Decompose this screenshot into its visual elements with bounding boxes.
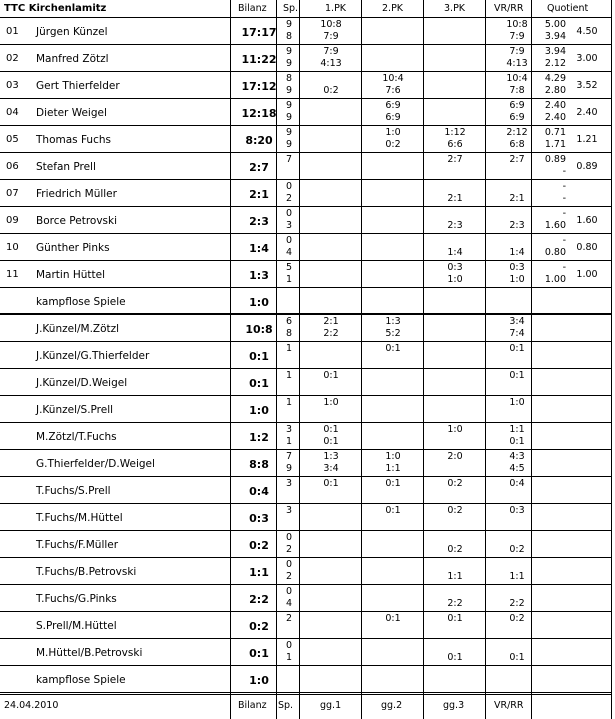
- table-row: [0, 531, 612, 558]
- row-divider: [0, 313, 612, 315]
- pk3-value-second: 1:0: [447, 274, 463, 285]
- pk3-value-first: 0:2: [447, 478, 463, 489]
- vr-value-second: 0:1: [509, 652, 525, 663]
- table-header: [0, 0, 615, 17]
- pk2-value-first: 0:1: [385, 613, 401, 624]
- games-played-first: 0: [285, 235, 293, 246]
- column-divider: [361, 0, 362, 719]
- table-row: [0, 126, 612, 153]
- player-name: T.Fuchs/S.Prell: [36, 485, 111, 497]
- pk3-value-second: 0:1: [447, 652, 463, 663]
- table-row: [0, 666, 612, 693]
- games-played-second: 8: [285, 31, 293, 42]
- games-played-second: 9: [285, 85, 293, 96]
- row-divider: [0, 125, 612, 126]
- quotient-first: -: [562, 208, 566, 219]
- games-played-first: 9: [285, 127, 293, 138]
- pk2-value-second: 5:2: [385, 328, 401, 339]
- row-divider: [0, 692, 612, 693]
- balance-value: 17:17: [241, 26, 277, 39]
- vr-value-second: 0:1: [509, 436, 525, 447]
- games-played-second: 1: [285, 436, 293, 447]
- row-divider: [0, 584, 612, 585]
- footer-gg3: gg.3: [443, 700, 465, 711]
- games-played-first: 3: [285, 505, 293, 516]
- games-played-first: 3: [285, 424, 293, 435]
- pk3-value-first: 1:12: [444, 127, 466, 138]
- games-played-first: 9: [285, 100, 293, 111]
- games-played-first: 7: [285, 154, 293, 165]
- footer-gg1: gg.1: [320, 700, 342, 711]
- quotient-total: 3.00: [576, 53, 598, 64]
- pk2-value-second: 6:9: [385, 112, 401, 123]
- balance-value: 0:3: [249, 512, 269, 525]
- player-name: kampflose Spiele: [36, 296, 126, 308]
- pk1-value-first: 1:0: [323, 397, 339, 408]
- pk3-value-first: 0:2: [447, 505, 463, 516]
- column-divider: [611, 0, 612, 719]
- games-played-first: 2: [285, 613, 293, 624]
- games-played-second: 4: [285, 247, 293, 258]
- balance-value: 1:0: [249, 296, 269, 309]
- player-number: 06: [6, 161, 19, 172]
- row-divider: [0, 152, 612, 153]
- player-number: 09: [6, 215, 19, 226]
- quotient-second: 0.80: [544, 247, 566, 258]
- player-name: Manfred Zötzl: [36, 53, 109, 65]
- pk3-value-second: 0:2: [447, 544, 463, 555]
- row-divider: [0, 98, 612, 99]
- balance-value: 0:2: [249, 620, 269, 633]
- player-number: 10: [6, 242, 19, 253]
- table-row: [0, 585, 612, 612]
- pk1-value-second: 0:1: [323, 436, 339, 447]
- row-divider: [0, 694, 612, 695]
- games-played-second: 1: [285, 652, 293, 663]
- row-divider: [0, 530, 612, 531]
- header-sp: Sp.: [283, 3, 299, 14]
- games-played-second: 2: [285, 544, 293, 555]
- vr-value-second: 6:8: [509, 139, 525, 150]
- row-divider: [0, 233, 612, 234]
- pk1-value-second: 0:2: [323, 85, 339, 96]
- games-played-second: 1: [285, 274, 293, 285]
- player-name: J.Künzel/M.Zötzl: [36, 323, 120, 335]
- header-pk1: 1.PK: [325, 3, 347, 14]
- games-played-first: 7: [285, 451, 293, 462]
- table-row: [0, 639, 612, 666]
- row-divider: [0, 341, 612, 342]
- vr-value-second: 4:5: [509, 463, 525, 474]
- quotient-second: -: [562, 166, 566, 177]
- vr-value-first: 0:3: [509, 505, 525, 516]
- quotient-second: 1.60: [544, 220, 566, 231]
- quotient-first: 3.94: [544, 46, 566, 57]
- quotient-total: 1.00: [576, 269, 598, 280]
- games-played-first: 0: [285, 640, 293, 651]
- vr-value-first: 10:4: [506, 73, 528, 84]
- row-divider: [0, 665, 612, 666]
- table-row: [0, 18, 612, 45]
- quotient-second: -: [562, 193, 566, 204]
- pk3-value-second: 1:1: [447, 571, 463, 582]
- column-divider: [276, 0, 277, 719]
- vr-value-first: 4:3: [509, 451, 525, 462]
- games-played-second: 8: [285, 328, 293, 339]
- pk3-value-second: 2:1: [447, 193, 463, 204]
- player-name: J.Künzel/G.Thierfelder: [36, 350, 150, 362]
- row-divider: [0, 422, 612, 423]
- pk3-value-second: 1:4: [447, 247, 463, 258]
- pk1-value-first: 0:1: [323, 424, 339, 435]
- vr-value-first: 2:12: [506, 127, 528, 138]
- vr-value-first: 0:3: [509, 262, 525, 273]
- footer-sp: Sp.: [278, 700, 294, 711]
- games-played-second: 2: [285, 193, 293, 204]
- player-name: T.Fuchs/F.Müller: [36, 539, 119, 551]
- table-row: [0, 369, 612, 396]
- balance-value: 1:1: [249, 566, 269, 579]
- club-title: TTC Kirchenlamitz: [4, 3, 107, 14]
- column-divider: [299, 0, 300, 719]
- pk2-value-first: 1:0: [385, 127, 401, 138]
- vr-value-second: 7:8: [509, 85, 525, 96]
- pk3-value-first: 0:1: [447, 613, 463, 624]
- table-row: [0, 477, 612, 504]
- row-divider: [0, 287, 612, 288]
- pk2-value-second: 1:1: [385, 463, 401, 474]
- player-name: Jürgen Künzel: [36, 26, 108, 38]
- games-played-first: 0: [285, 181, 293, 192]
- pk1-value-first: 0:1: [323, 478, 339, 489]
- quotient-first: -: [562, 235, 566, 246]
- vr-value-second: 2:3: [509, 220, 525, 231]
- pk2-value-second: 7:6: [385, 85, 401, 96]
- pk2-value-first: 0:1: [385, 505, 401, 516]
- column-divider: [423, 0, 424, 719]
- pk2-value-first: 6:9: [385, 100, 401, 111]
- player-number: 07: [6, 188, 19, 199]
- footer-bilanz: Bilanz: [238, 700, 267, 711]
- pk1-value-first: 0:1: [323, 370, 339, 381]
- player-number: 05: [6, 134, 19, 145]
- player-name: M.Zötzl/T.Fuchs: [36, 431, 117, 443]
- pk2-value-first: 10:4: [382, 73, 404, 84]
- balance-value: 11:22: [241, 53, 277, 66]
- player-name: Friedrich Müller: [36, 188, 117, 200]
- vr-value-second: 0:2: [509, 544, 525, 555]
- row-divider: [0, 476, 612, 477]
- quotient-first: -: [562, 262, 566, 273]
- player-number: 11: [6, 269, 19, 280]
- row-divider: [0, 449, 612, 450]
- table-row: [0, 153, 612, 180]
- quotient-total: 1.60: [576, 215, 598, 226]
- row-divider: [0, 260, 612, 261]
- row-divider: [0, 503, 612, 504]
- pk3-value-first: 2:0: [447, 451, 463, 462]
- player-name: Borce Petrovski: [36, 215, 118, 227]
- pk2-value-first: 1:3: [385, 316, 401, 327]
- pk2-value-first: 0:1: [385, 478, 401, 489]
- row-divider: [0, 206, 612, 207]
- games-played-first: 5: [285, 262, 293, 273]
- vr-value-second: 7:4: [509, 328, 525, 339]
- row-divider: [0, 17, 612, 18]
- vr-value-first: 1:1: [509, 424, 525, 435]
- quotient-first: -: [562, 181, 566, 192]
- games-played-second: 9: [285, 58, 293, 69]
- table-row: [0, 234, 612, 261]
- vr-value-second: 2:2: [509, 598, 525, 609]
- pk1-value-first: 10:8: [320, 19, 342, 30]
- vr-value-first: 6:9: [509, 100, 525, 111]
- quotient-total: 3.52: [576, 80, 598, 91]
- table-row: [0, 396, 612, 423]
- quotient-second: 1.71: [544, 139, 566, 150]
- balance-value: 1:3: [249, 269, 269, 282]
- pk2-value-first: 0:1: [385, 343, 401, 354]
- balance-value: 0:1: [249, 350, 269, 363]
- player-name: T.Fuchs/B.Petrovski: [36, 566, 137, 578]
- quotient-second: 2.40: [544, 112, 566, 123]
- balance-value: 0:2: [249, 539, 269, 552]
- player-name: M.Hüttel/B.Petrovski: [36, 647, 143, 659]
- vr-value-first: 10:8: [506, 19, 528, 30]
- vr-value-first: 0:1: [509, 343, 525, 354]
- table-row: [0, 45, 612, 72]
- quotient-total: 4.50: [576, 26, 598, 37]
- row-divider: [0, 179, 612, 180]
- row-divider: [0, 611, 612, 612]
- vr-value-first: 7:9: [509, 46, 525, 57]
- header-quotient: Quotient: [547, 3, 589, 14]
- table-row: [0, 99, 612, 126]
- vr-value-first: 0:4: [509, 478, 525, 489]
- table-row: [0, 558, 612, 585]
- table-row: [0, 504, 612, 531]
- games-played-second: 2: [285, 571, 293, 582]
- row-divider: [0, 557, 612, 558]
- pk1-value-first: 7:9: [323, 46, 339, 57]
- column-divider: [230, 0, 231, 719]
- vr-value-first: 3:4: [509, 316, 525, 327]
- games-played-second: 3: [285, 220, 293, 231]
- player-name: T.Fuchs/M.Hüttel: [36, 512, 123, 524]
- quotient-first: 0.71: [544, 127, 566, 138]
- games-played-first: 8: [285, 73, 293, 84]
- vr-value-first: 2:7: [509, 154, 525, 165]
- games-played-first: 1: [285, 343, 293, 354]
- balance-value: 1:4: [249, 242, 269, 255]
- balance-value: 17:12: [241, 80, 277, 93]
- pk1-value-second: 2:2: [323, 328, 339, 339]
- pk3-value-second: 2:3: [447, 220, 463, 231]
- pk2-value-first: 1:0: [385, 451, 401, 462]
- vr-value-second: 4:13: [506, 58, 528, 69]
- player-name: T.Fuchs/G.Pinks: [36, 593, 117, 605]
- vr-value-second: 1:1: [509, 571, 525, 582]
- balance-value: 0:1: [249, 377, 269, 390]
- vr-value-first: 0:1: [509, 370, 525, 381]
- quotient-total: 1.21: [576, 134, 598, 145]
- row-divider: [0, 44, 612, 45]
- games-played-second: 9: [285, 112, 293, 123]
- table-row: [0, 342, 612, 369]
- games-played-first: 0: [285, 559, 293, 570]
- player-name: G.Thierfelder/D.Weigel: [36, 458, 155, 470]
- row-divider: [0, 395, 612, 396]
- balance-value: 1:0: [249, 404, 269, 417]
- table-footer: [0, 697, 615, 717]
- quotient-first: 0.89: [544, 154, 566, 165]
- column-divider: [531, 0, 532, 719]
- games-played-first: 0: [285, 208, 293, 219]
- games-played-first: 6: [285, 316, 293, 327]
- games-played-first: 3: [285, 478, 293, 489]
- pk3-value-second: 2:2: [447, 598, 463, 609]
- table-row: [0, 450, 612, 477]
- table-row: [0, 180, 612, 207]
- quotient-first: 4.29: [544, 73, 566, 84]
- vr-value-second: 1:0: [509, 274, 525, 285]
- games-played-second: 9: [285, 463, 293, 474]
- player-number: 02: [6, 53, 19, 64]
- header-pk2: 2.PK: [382, 3, 404, 14]
- footer-date: 24.04.2010: [4, 700, 59, 711]
- player-name: J.Künzel/D.Weigel: [36, 377, 128, 389]
- table-row: [0, 423, 612, 450]
- footer-vrrr: VR/RR: [494, 700, 524, 711]
- balance-value: 0:1: [249, 647, 269, 660]
- vr-value-first: 0:2: [509, 613, 525, 624]
- table-row: [0, 261, 612, 288]
- quotient-total: 2.40: [576, 107, 598, 118]
- header-bilanz: Bilanz: [238, 3, 267, 14]
- table-row: [0, 315, 612, 342]
- vr-value-second: 2:1: [509, 193, 525, 204]
- pk2-value-second: 0:2: [385, 139, 401, 150]
- player-name: S.Prell/M.Hüttel: [36, 620, 117, 632]
- row-divider: [0, 638, 612, 639]
- player-number: 04: [6, 107, 19, 118]
- player-number: 03: [6, 80, 19, 91]
- quotient-total: 0.89: [576, 161, 598, 172]
- games-played-second: 9: [285, 139, 293, 150]
- quotient-second: 3.94: [544, 31, 566, 42]
- player-name: Gert Thierfelder: [36, 80, 120, 92]
- games-played-first: 9: [285, 19, 293, 30]
- balance-value: 1:2: [249, 431, 269, 444]
- balance-value: 8:20: [245, 134, 273, 147]
- player-name: J.Künzel/S.Prell: [36, 404, 114, 416]
- vr-value-second: 1:4: [509, 247, 525, 258]
- row-divider: [0, 71, 612, 72]
- balance-value: 2:2: [249, 593, 269, 606]
- pk3-value-first: 0:3: [447, 262, 463, 273]
- quotient-first: 5.00: [544, 19, 566, 30]
- pk3-value-first: 2:7: [447, 154, 463, 165]
- pk1-value-second: 4:13: [320, 58, 342, 69]
- quotient-second: 2.80: [544, 85, 566, 96]
- player-name: kampflose Spiele: [36, 674, 126, 686]
- balance-value: 2:3: [249, 215, 269, 228]
- header-pk3: 3.PK: [444, 3, 466, 14]
- balance-value: 12:18: [241, 107, 277, 120]
- games-played-first: 1: [285, 397, 293, 408]
- pk1-value-first: 2:1: [323, 316, 339, 327]
- quotient-second: 1.00: [544, 274, 566, 285]
- pk1-value-second: 7:9: [323, 31, 339, 42]
- games-played-first: 9: [285, 46, 293, 57]
- column-divider: [485, 0, 486, 719]
- quotient-total: 0.80: [576, 242, 598, 253]
- table-row: [0, 72, 612, 99]
- quotient-first: 2.40: [544, 100, 566, 111]
- balance-value: 2:1: [249, 188, 269, 201]
- pk3-value-first: 1:0: [447, 424, 463, 435]
- row-divider: [0, 368, 612, 369]
- games-played-first: 1: [285, 370, 293, 381]
- balance-value: 8:8: [249, 458, 269, 471]
- player-name: Stefan Prell: [36, 161, 96, 173]
- quotient-second: 2.12: [544, 58, 566, 69]
- games-played-second: 4: [285, 598, 293, 609]
- balance-value: 2:7: [249, 161, 269, 174]
- balance-value: 10:8: [245, 323, 273, 336]
- footer-gg2: gg.2: [381, 700, 403, 711]
- header-vrrr: VR/RR: [494, 3, 524, 14]
- balance-value: 0:4: [249, 485, 269, 498]
- player-name: Martin Hüttel: [36, 269, 105, 281]
- vr-value-second: 7:9: [509, 31, 525, 42]
- pk3-value-second: 6:6: [447, 139, 463, 150]
- table-row: [0, 612, 612, 639]
- vr-value-second: 6:9: [509, 112, 525, 123]
- vr-value-first: 1:0: [509, 397, 525, 408]
- pk1-value-second: 3:4: [323, 463, 339, 474]
- player-name: Dieter Weigel: [36, 107, 107, 119]
- pk1-value-first: 1:3: [323, 451, 339, 462]
- table-row: [0, 288, 612, 315]
- games-played-first: 0: [285, 532, 293, 543]
- player-name: Thomas Fuchs: [36, 134, 111, 146]
- table-row: [0, 207, 612, 234]
- balance-value: 1:0: [249, 674, 269, 687]
- games-played-first: 0: [285, 586, 293, 597]
- player-name: Günther Pinks: [36, 242, 110, 254]
- player-number: 01: [6, 26, 19, 37]
